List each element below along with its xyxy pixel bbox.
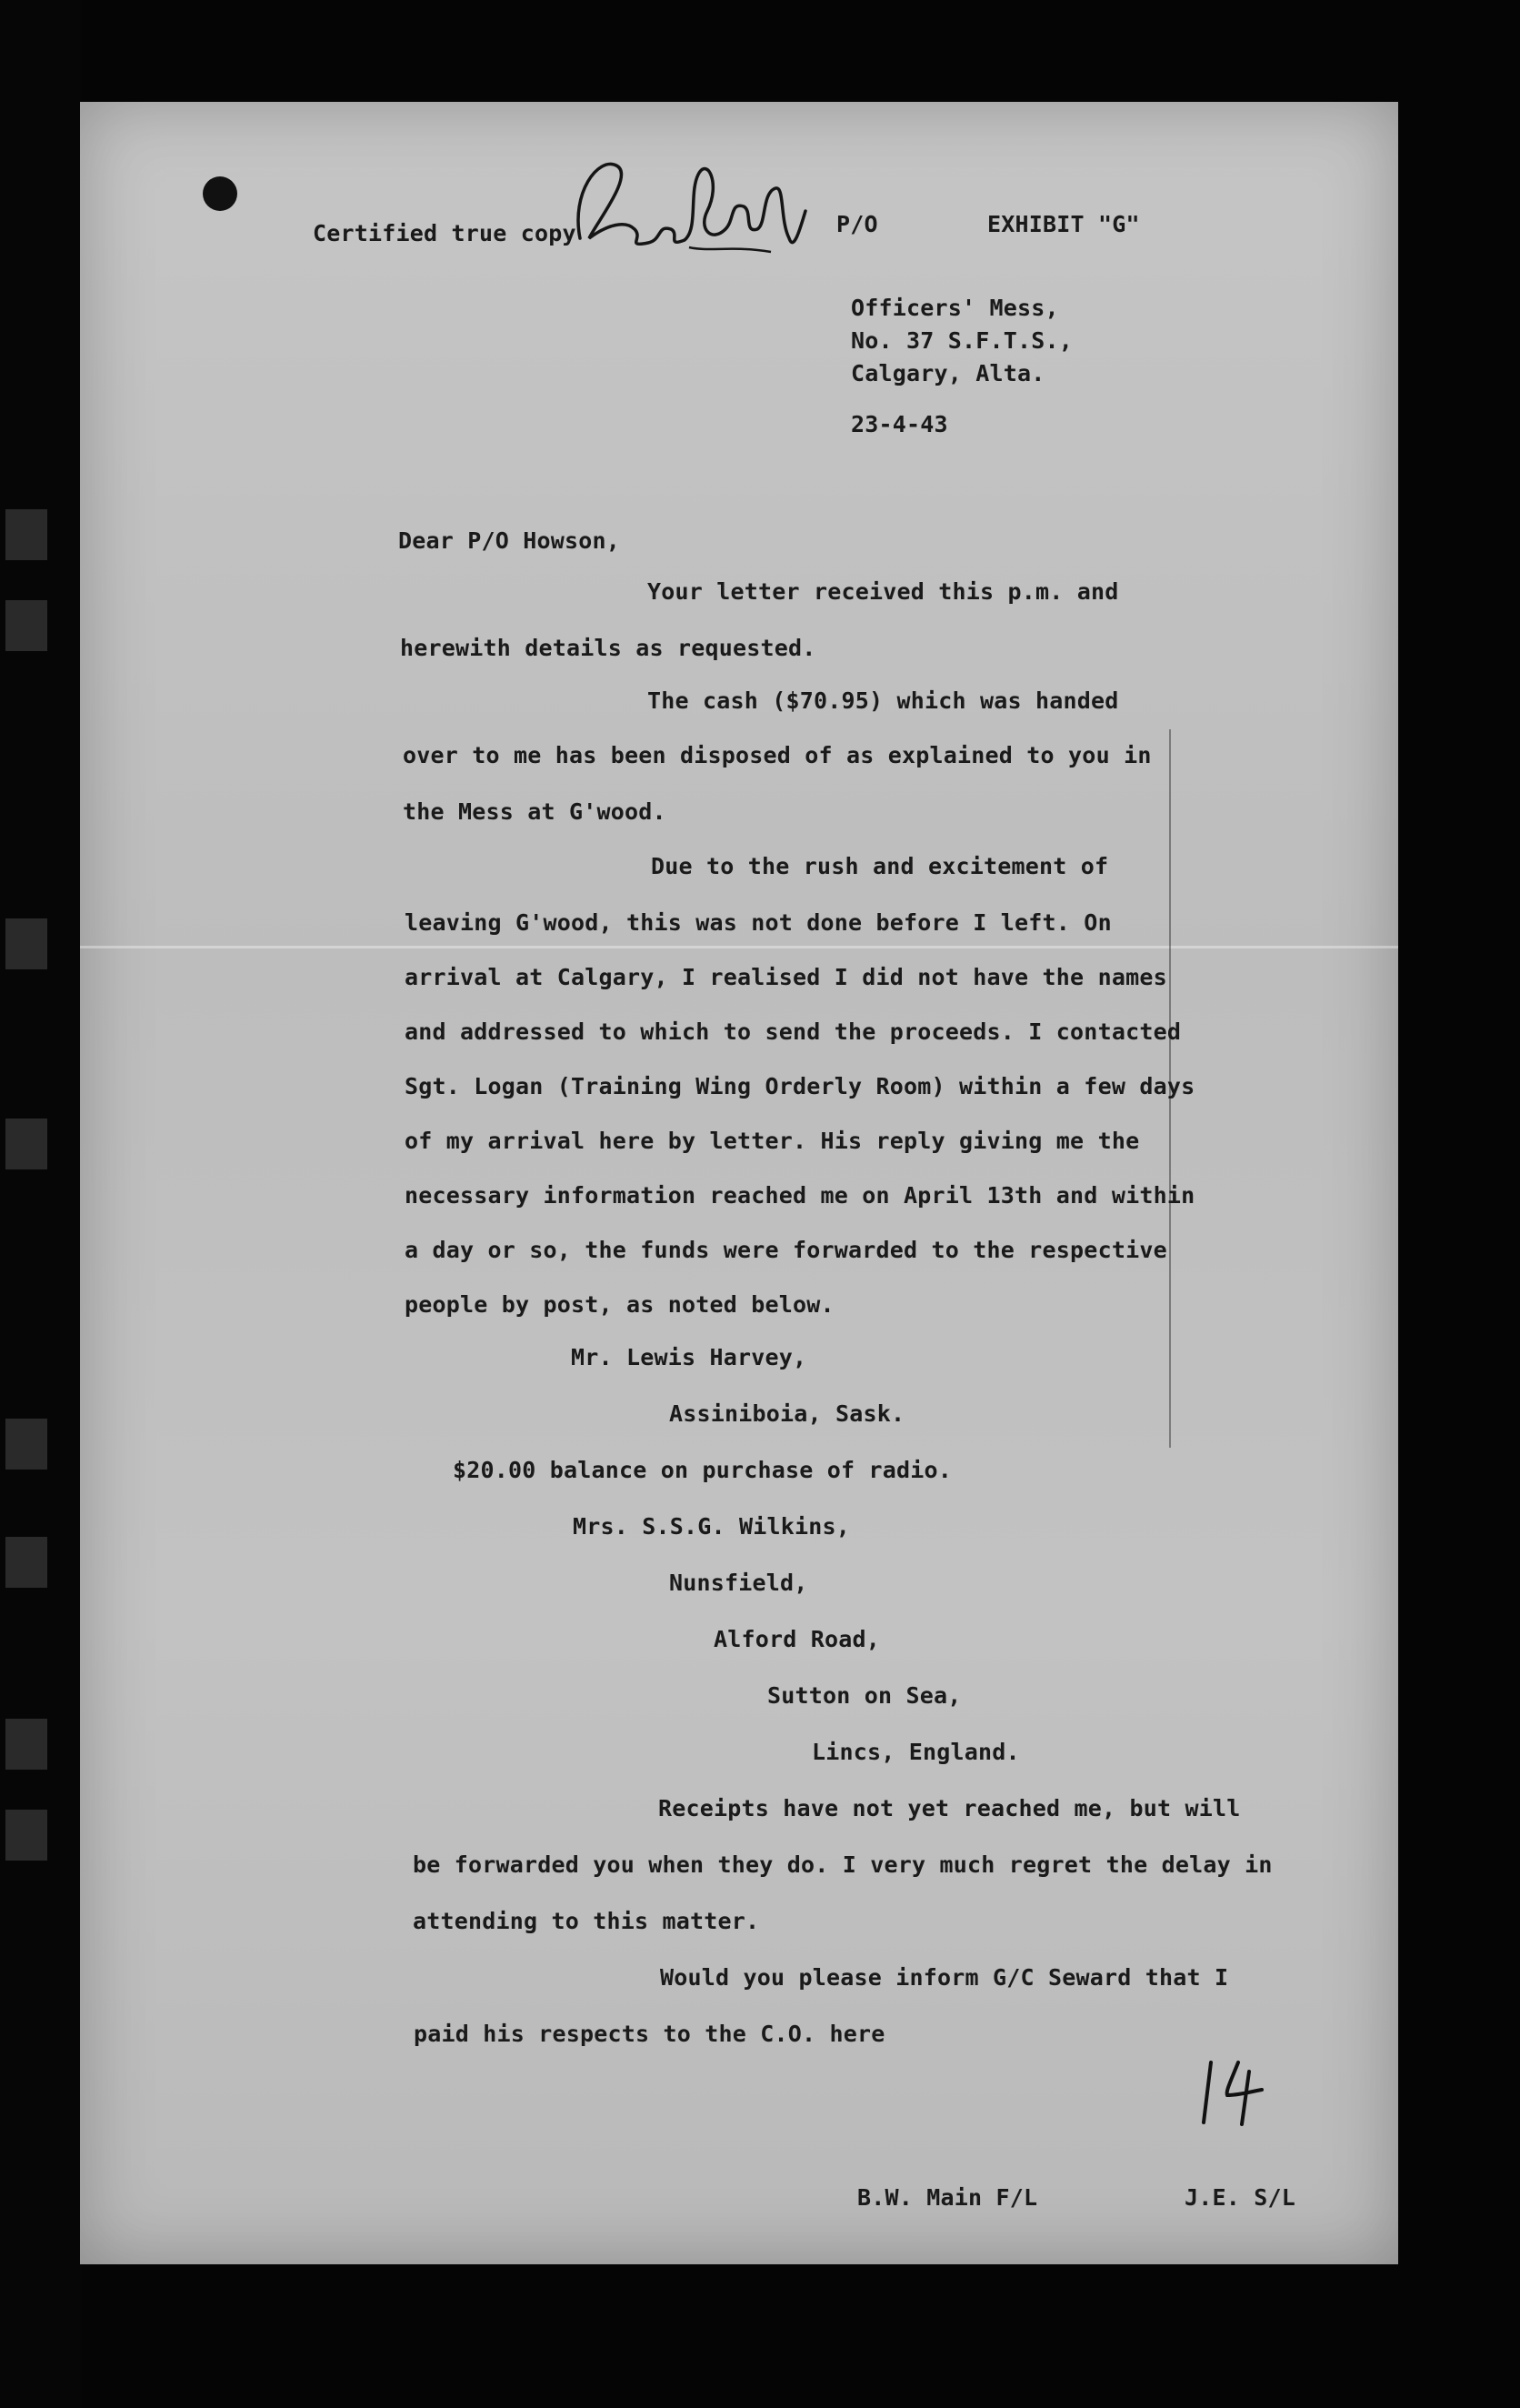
film-mark <box>5 600 47 651</box>
body-line: over to me has been disposed of as explained to you in <box>403 742 1152 768</box>
exhibit-label: EXHIBIT "G" <box>987 211 1140 237</box>
rank: P/O <box>836 211 878 237</box>
body-line: people by post, as noted below. <box>405 1291 835 1318</box>
recipient-1-name: Mr. Lewis Harvey, <box>571 1344 807 1370</box>
closing-line: be forwarded you when they do. I very much regret the delay in <box>413 1851 1273 1878</box>
film-mark <box>5 509 47 560</box>
footer-left: B.W. Main F/L <box>857 2184 1038 2211</box>
body-line: of my arrival here by letter. His reply giving me the <box>405 1128 1140 1154</box>
film-mark <box>5 918 47 969</box>
document-page <box>80 102 1398 2264</box>
recipient-2-name: Mrs. S.S.G. Wilkins, <box>573 1513 851 1540</box>
page-number-glyphs <box>1198 2055 1280 2128</box>
certified-true-copy: Certified true copy <box>313 220 576 246</box>
closing-line: Would you please inform G/C Seward that I <box>660 1964 1229 1991</box>
salutation: Dear P/O Howson, <box>398 527 621 554</box>
body-line: the Mess at G'wood. <box>403 798 666 825</box>
address-line-3: Calgary, Alta. <box>851 360 1045 386</box>
punch-hole <box>203 176 237 211</box>
recipient-2-line-1: Nunsfield, <box>669 1570 808 1596</box>
film-mark <box>5 1537 47 1588</box>
body-line: leaving G'wood, this was not done before I left. On <box>405 909 1112 936</box>
body-line: herewith details as requested. <box>400 635 816 661</box>
handwritten-page-number <box>1198 2055 1280 2128</box>
closing-line: paid his respects to the C.O. here <box>414 2021 885 2047</box>
letter-date: 23-4-43 <box>851 411 948 437</box>
film-mark <box>5 1419 47 1470</box>
body-line: Due to the rush and excitement of <box>651 853 1109 879</box>
film-mark <box>5 1719 47 1770</box>
body-line: Your letter received this p.m. and <box>647 578 1119 605</box>
body-line: and addressed to which to send the proceeds. I contacted <box>405 1018 1182 1045</box>
closing-line: attending to this matter. <box>413 1908 760 1934</box>
body-line: necessary information reached me on April 13th and within <box>405 1182 1195 1209</box>
body-line: a day or so, the funds were forwarded to the respective <box>405 1237 1167 1263</box>
recipient-1-note: $20.00 balance on purchase of radio. <box>453 1457 953 1483</box>
body-line: arrival at Calgary, I realised I did not have the names <box>405 964 1167 990</box>
closing-line: Receipts have not yet reached me, but will <box>658 1795 1241 1821</box>
body-line: The cash ($70.95) which was handed <box>647 687 1119 714</box>
page-fold <box>80 946 1398 948</box>
signature <box>562 138 816 275</box>
film-edge <box>0 0 82 2408</box>
recipient-1-place: Assiniboia, Sask. <box>669 1400 905 1427</box>
film-mark <box>5 1810 47 1861</box>
address-line-1: Officers' Mess, <box>851 295 1059 321</box>
recipient-2-line-4: Lincs, England. <box>812 1739 1020 1765</box>
footer-right: J.E. S/L <box>1185 2184 1296 2211</box>
body-line: Sgt. Logan (Training Wing Orderly Room) within a few days <box>405 1073 1195 1099</box>
address-line-2: No. 37 S.F.T.S., <box>851 327 1074 354</box>
film-mark <box>5 1119 47 1169</box>
recipient-2-line-3: Sutton on Sea, <box>767 1682 962 1709</box>
recipient-2-line-2: Alford Road, <box>714 1626 881 1652</box>
